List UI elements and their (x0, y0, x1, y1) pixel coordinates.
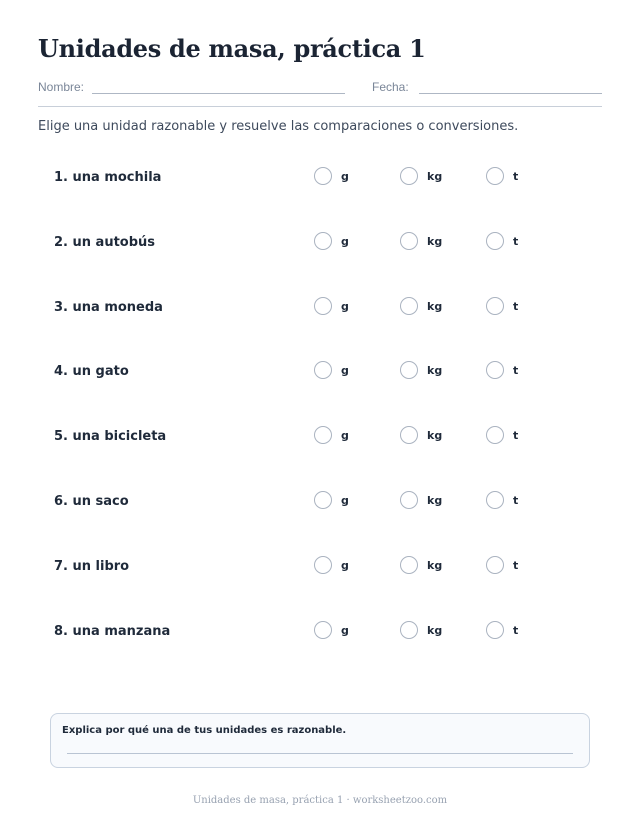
radio-circle[interactable] (400, 232, 418, 250)
radio-circle[interactable] (400, 621, 418, 639)
question-item (54, 232, 594, 256)
radio-circle[interactable] (486, 361, 504, 379)
radio-circle[interactable] (314, 297, 332, 315)
unit-option-label: t (513, 364, 519, 377)
unit-option-label: kg (427, 429, 443, 442)
radio-circle[interactable] (400, 167, 418, 185)
radio-circle[interactable] (486, 556, 504, 574)
radio-circle[interactable] (486, 426, 504, 444)
radio-circle[interactable] (314, 556, 332, 574)
unit-option-label: t (513, 170, 519, 183)
header-divider (38, 106, 602, 107)
radio-circle[interactable] (314, 426, 332, 444)
unit-option-label: g (341, 235, 349, 248)
question-label: 4. un gato (54, 364, 129, 379)
question-label: 2. un autobús (54, 235, 156, 250)
question-item (54, 491, 594, 515)
radio-circle[interactable] (400, 426, 418, 444)
date-field-line[interactable] (419, 93, 602, 94)
radio-circle[interactable] (486, 621, 504, 639)
radio-circle[interactable] (400, 297, 418, 315)
name-date-row (38, 80, 602, 96)
radio-circle[interactable] (314, 167, 332, 185)
worksheet-title: Unidades de masa, práctica 1 (38, 34, 426, 63)
radio-circle[interactable] (486, 167, 504, 185)
unit-option-label: g (341, 494, 349, 507)
name-field-line[interactable] (92, 93, 345, 94)
question-label: 3. una moneda (54, 300, 163, 315)
question-label: 1. una mochila (54, 170, 162, 185)
unit-option-label: kg (427, 624, 443, 637)
unit-option-label: t (513, 494, 519, 507)
question-label: 5. una bicicleta (54, 429, 167, 444)
explanation-answer-line[interactable] (67, 753, 573, 754)
unit-option-label: kg (427, 559, 443, 572)
radio-circle[interactable] (400, 491, 418, 509)
unit-option-label: g (341, 559, 349, 572)
radio-circle[interactable] (314, 361, 332, 379)
explanation-prompt: Explica por qué una de tus unidades es razonable. (62, 725, 347, 736)
radio-circle[interactable] (314, 232, 332, 250)
unit-option-label: g (341, 170, 349, 183)
radio-circle[interactable] (486, 297, 504, 315)
unit-option-label: t (513, 300, 519, 313)
name-label: Nombre: (38, 80, 85, 94)
unit-option-label: t (513, 235, 519, 248)
radio-circle[interactable] (400, 556, 418, 574)
question-item (54, 167, 594, 191)
instructions-text: Elige una unidad razonable y resuelve las comparaciones o conversiones. (38, 119, 519, 134)
question-label: 7. un libro (54, 559, 130, 574)
explanation-box (50, 713, 590, 768)
radio-circle[interactable] (486, 491, 504, 509)
unit-option-label: t (513, 429, 519, 442)
page-footer: Unidades de masa, práctica 1 · worksheetzoo.com (192, 795, 448, 806)
unit-option-label: kg (427, 170, 443, 183)
unit-option-label: g (341, 624, 349, 637)
radio-circle[interactable] (314, 491, 332, 509)
unit-option-label: t (513, 624, 519, 637)
radio-circle[interactable] (314, 621, 332, 639)
question-label: 8. una manzana (54, 624, 171, 639)
question-item (54, 297, 594, 321)
question-item (54, 556, 594, 580)
question-item (54, 621, 594, 645)
unit-option-label: g (341, 300, 349, 313)
unit-option-label: kg (427, 494, 443, 507)
unit-option-label: kg (427, 235, 443, 248)
date-label: Fecha: (372, 80, 409, 94)
question-label: 6. un saco (54, 494, 129, 509)
question-item (54, 426, 594, 450)
radio-circle[interactable] (486, 232, 504, 250)
unit-option-label: kg (427, 300, 443, 313)
question-item (54, 361, 594, 385)
unit-option-label: g (341, 429, 349, 442)
unit-option-label: t (513, 559, 519, 572)
unit-option-label: g (341, 364, 349, 377)
radio-circle[interactable] (400, 361, 418, 379)
unit-option-label: kg (427, 364, 443, 377)
